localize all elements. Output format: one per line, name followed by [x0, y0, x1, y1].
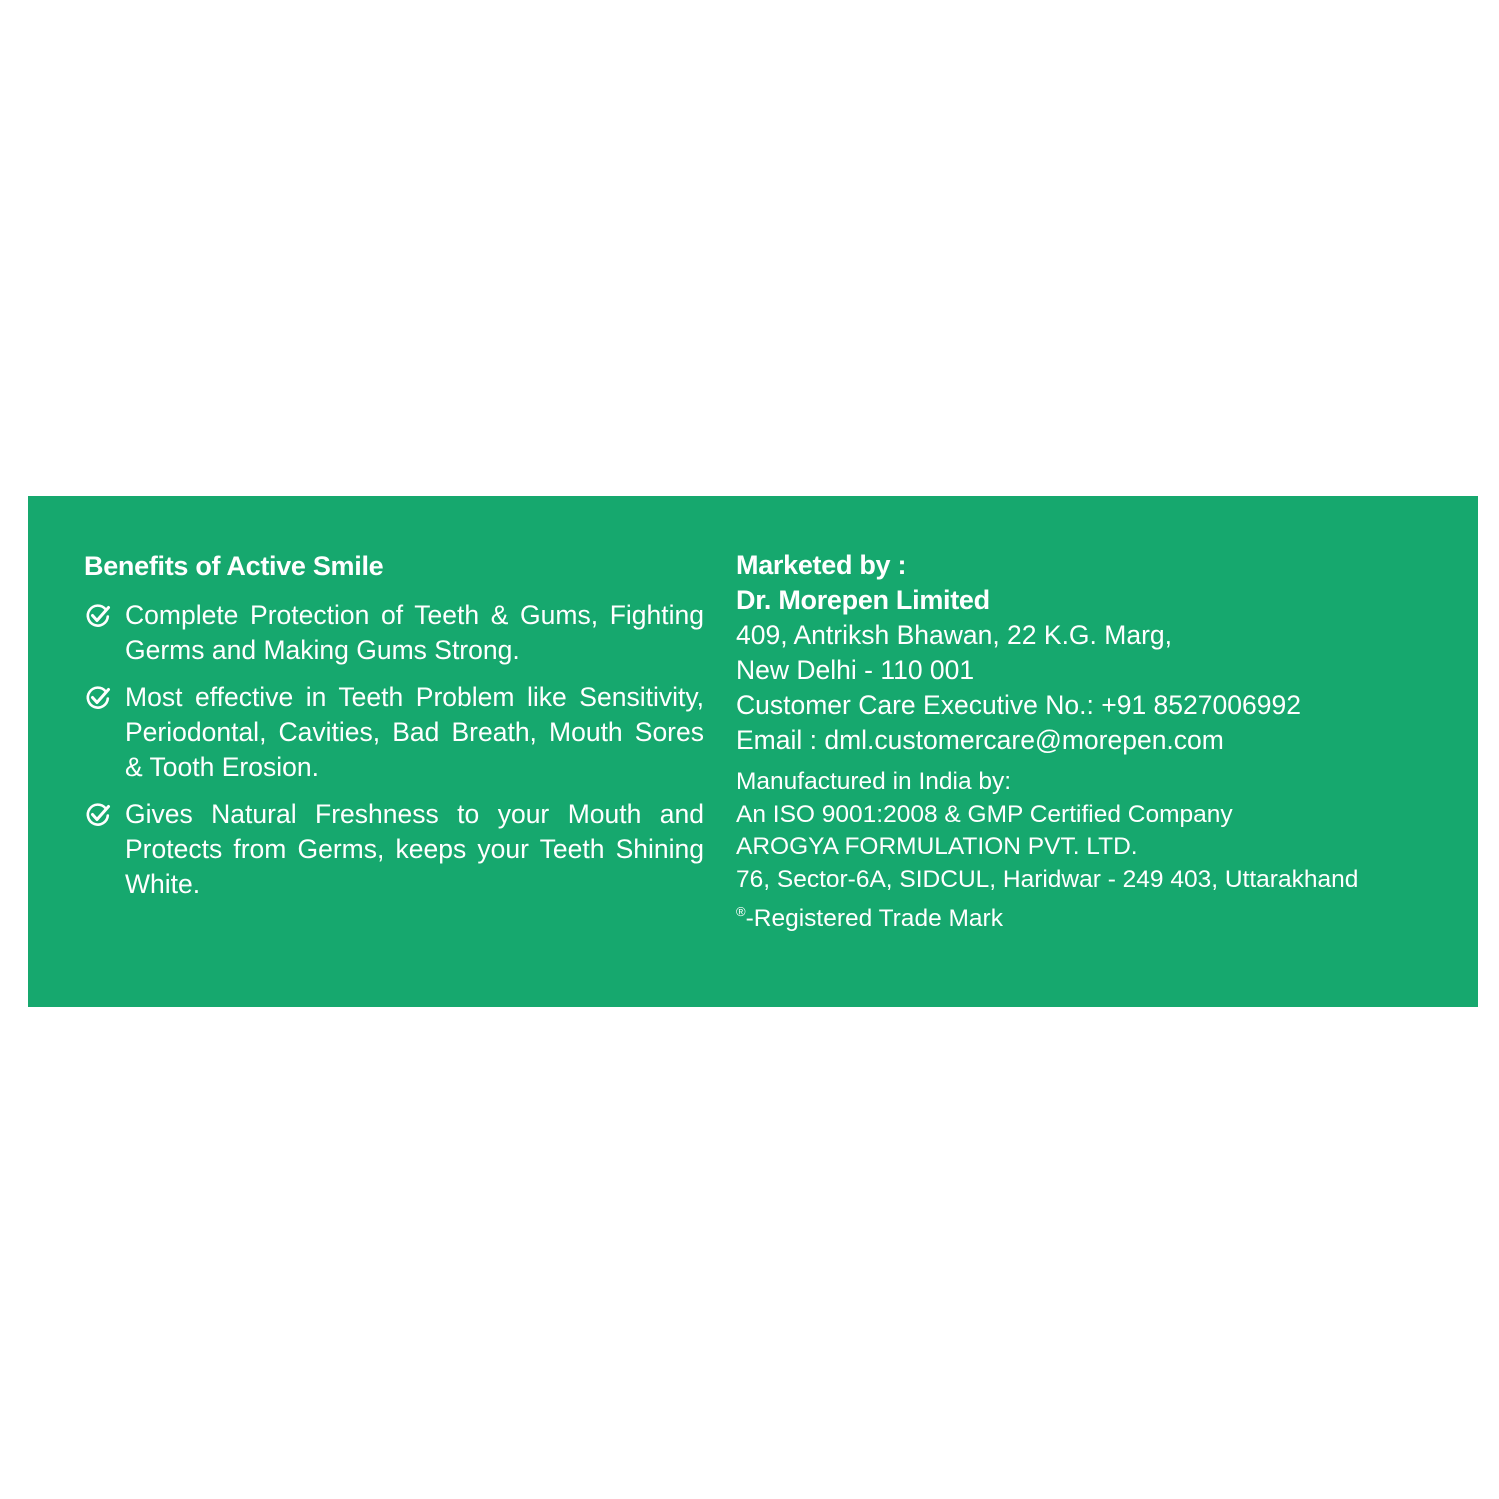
benefit-item	[84, 680, 704, 785]
manufacturer-address: 76, Sector-6A, SIDCUL, Haridwar - 249 403, Uttarakhand	[736, 865, 1359, 893]
registered-trademark-icon: ®	[736, 904, 746, 919]
benefit-item	[84, 797, 704, 902]
trademark-text: -Registered Trade Mark	[745, 905, 1003, 932]
manufactured-by-label: Manufactured in India by:	[736, 768, 1012, 795]
customer-care-number: Customer Care Executive No.: +91 8527006992	[736, 690, 1301, 720]
benefit-text: Complete Protection of Teeth & Gums, Fighting Germs and Making Gums Strong.	[125, 600, 704, 665]
check-circle-icon	[85, 802, 111, 828]
certification-text: An ISO 9001:2008 & GMP Certified Company	[736, 800, 1233, 828]
product-info-panel	[28, 496, 1478, 1007]
marketer-company-name: Dr. Morepen Limited	[736, 585, 990, 615]
customer-care-email: Email : dml.customercare@morepen.com	[736, 725, 1224, 755]
benefits-section	[84, 548, 704, 914]
marketer-address-line2: New Delhi - 110 001	[736, 655, 975, 685]
check-circle-icon	[85, 603, 111, 629]
company-info-section	[736, 548, 1436, 936]
benefit-text: Gives Natural Freshness to your Mouth and Protects from Germs, keeps your Teeth Shining White.	[125, 799, 704, 899]
trademark-note	[736, 896, 1436, 936]
check-circle-icon	[85, 685, 111, 711]
benefit-text: Most effective in Teeth Problem like Sensitivity, Periodontal, Cavities, Bad Breath, Mouth Sores & Tooth Erosion.	[125, 682, 704, 782]
manufacturer-company-name: AROGYA FORMULATION PVT. LTD.	[736, 833, 1138, 860]
marketed-by-label: Marketed by :	[736, 550, 907, 580]
benefit-item	[84, 598, 704, 668]
marketer-address-line1: 409, Antriksh Bhawan, 22 K.G. Marg,	[736, 620, 1173, 650]
benefits-title: Benefits of Active Smile	[84, 551, 384, 581]
